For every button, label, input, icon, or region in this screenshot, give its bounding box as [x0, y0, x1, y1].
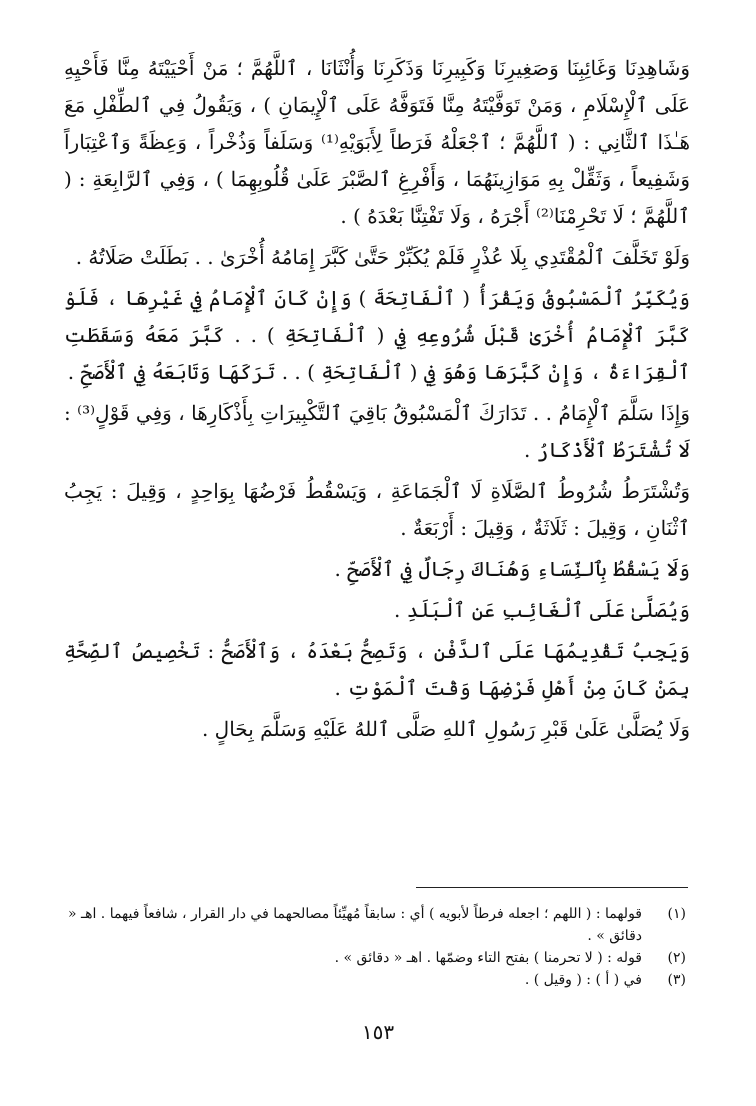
paragraph-2: وَلَوْ تَخَلَّفَ ٱلْمُقْتَدِي بِلَا عُذْرٍ فَلَمْ يُكَبِّرْ حَتَّىٰ كَبَّرَ إِمَامُهُ أُخْرَىٰ . . بَطَلَتْ صَلَاتُهُ .: [75, 245, 690, 269]
paragraph-9: وَلَا يُصَلَّىٰ عَلَىٰ قَبْرِ رَسُولِ ٱللهِ صَلَّى ٱللهُ عَلَيْهِ وَسَلَّمَ بِحَالٍ .: [201, 717, 690, 741]
footnote-divider: [416, 887, 688, 888]
footnotes: [64, 903, 686, 991]
footnote-number: (٣): [667, 972, 686, 988]
paragraph-7: وَيُصَلَّىٰ عَلَى ٱلْغَائِبِ عَنِ ٱلْبَلَدِ .: [394, 598, 690, 622]
footnote-text: قولهما : ( اللهم ؛ اجعله فرطاً لأبويه ) أي : سابقاً مُهيِّئاً مصالحهما في دار القرار ، شافعاً فيهما . اهـ « دقائق » .: [67, 906, 642, 944]
footnote-2: [64, 947, 686, 969]
paragraph-1: وَشَاهِدِنَا وَغَائِبِنَا وَصَغِيرِنَا وَكَبِيرِنَا وَذَكَرِنَا وَأُنْثَانَا ، ٱللَّهُمَّ ؛ مَنْ أَحْيَيْتَهُ مِنَّا فَأَحْيِهِ عَلَى ٱلْإِسْلَامِ ، وَمَنْ تَوَفَّيْتَهُ مِنَّا فَتَوَفَّهُ عَلَى ٱلْإِيمَانِ ) ، وَيَقُولُ فِي ٱلطِّفْلِ مَعَ هَـٰذَا ٱلثَّانِي : ( ٱللَّهُمَّ ؛ ٱجْعَلْهُ فَرَطاً لِأَبَوَيْهِ⁽¹⁾ وَسَلَفاً وَذُخْراً ، وَعِظَةً وَٱعْتِبَاراً وَشَفِيعاً ، وَثَقِّلْ بِهِ مَوَازِينَهُمَا ، وَأَفْرِغِ ٱلصَّبْرَ عَلَىٰ قُلُوبِهِمَا ) ، وَفِي ٱلرَّابِعَةِ : ( ٱللَّهُمَّ ؛ لَا تَحْرِمْنَا⁽²⁾ أَجْرَهُ ، وَلَا تَفْتِنَّا بَعْدَهُ ) .: [64, 56, 690, 228]
paragraph-8: وَيَجِبُ تَقْدِيمُهَا عَلَى ٱلدَّفْنِ ، وَتَصِحُّ بَعْدَهُ ، وَٱلْأَصَحُّ : تَخْصِيصُ ٱلصِّحَّةِ بِمَنْ كَانَ مِنْ أَهْلِ فَرْضِهَا وَقْتَ ٱلْمَوْتِ .: [64, 639, 690, 700]
footnote-1: [64, 903, 686, 947]
paragraph-6: وَلَا يَسْقُطُ بِٱلنِّسَاءِ وَهُنَاكَ رِجَالٌ فِي ٱلْأَصَحِّ .: [334, 557, 690, 581]
footnote-3: [64, 969, 686, 991]
footnote-text: في ( أ ) : ( وقيل ) .: [524, 972, 642, 988]
paragraph-3: وَيُكَبِّرُ ٱلْمَسْبُوقُ وَيَقْرَأُ ( ٱلْفَاتِحَةَ ) وَإِنْ كَانَ ٱلْإِمَامُ فِي غَيْرِهَا ، فَلَوْ كَبَّرَ ٱلْإِمَامُ أُخْرَىٰ قَبْلَ شُرُوعِهِ فِي ( ٱلْفَاتِحَةِ ) . . كَبَّرَ مَعَهُ وَسَقَطَتِ ٱلْقِرَاءَةُ ، وَإِنْ كَبَّرَهَا وَهُوَ فِي ( ٱلْفَاتِحَةِ ) . . تَرَكَهَا وَتَابَعَهُ فِي ٱلْأَصَحِّ .: [64, 286, 690, 384]
footnote-number: (٢): [667, 950, 686, 966]
page-number: ١٥٣: [361, 1020, 395, 1044]
footnote-number: (١): [667, 906, 686, 922]
main-text: [64, 50, 690, 748]
footnote-text: قوله : ( لا تحرمنا ) بفتح التاء وضمّها . اهـ « دقائق » .: [334, 950, 642, 966]
paragraph-4: وَإِذَا سَلَّمَ ٱلْإِمَامُ . . تَدَارَكَ ٱلْمَسْبُوقُ بَاقِيَ ٱلتَّكْبِيرَاتِ بِأَذْكَارِهَا ، وَفِي قَوْلٍ⁽³⁾ : لَا تُشْتَرَطُ ٱلْأَذْكَارُ .: [64, 401, 691, 462]
paragraph-5: وَتُشْتَرَطُ شُرُوطُ ٱلصَّلَاةِ لَا ٱلْجَمَاعَةِ ، وَيَسْقُطُ فَرْضُهَا بِوَاحِدٍ ، وَقِيلَ : يَجِبُ ٱثْنَانِ ، وَقِيلَ : ثَلَاثَةٌ ، وَقِيلَ : أَرْبَعَةٌ .: [64, 479, 690, 540]
